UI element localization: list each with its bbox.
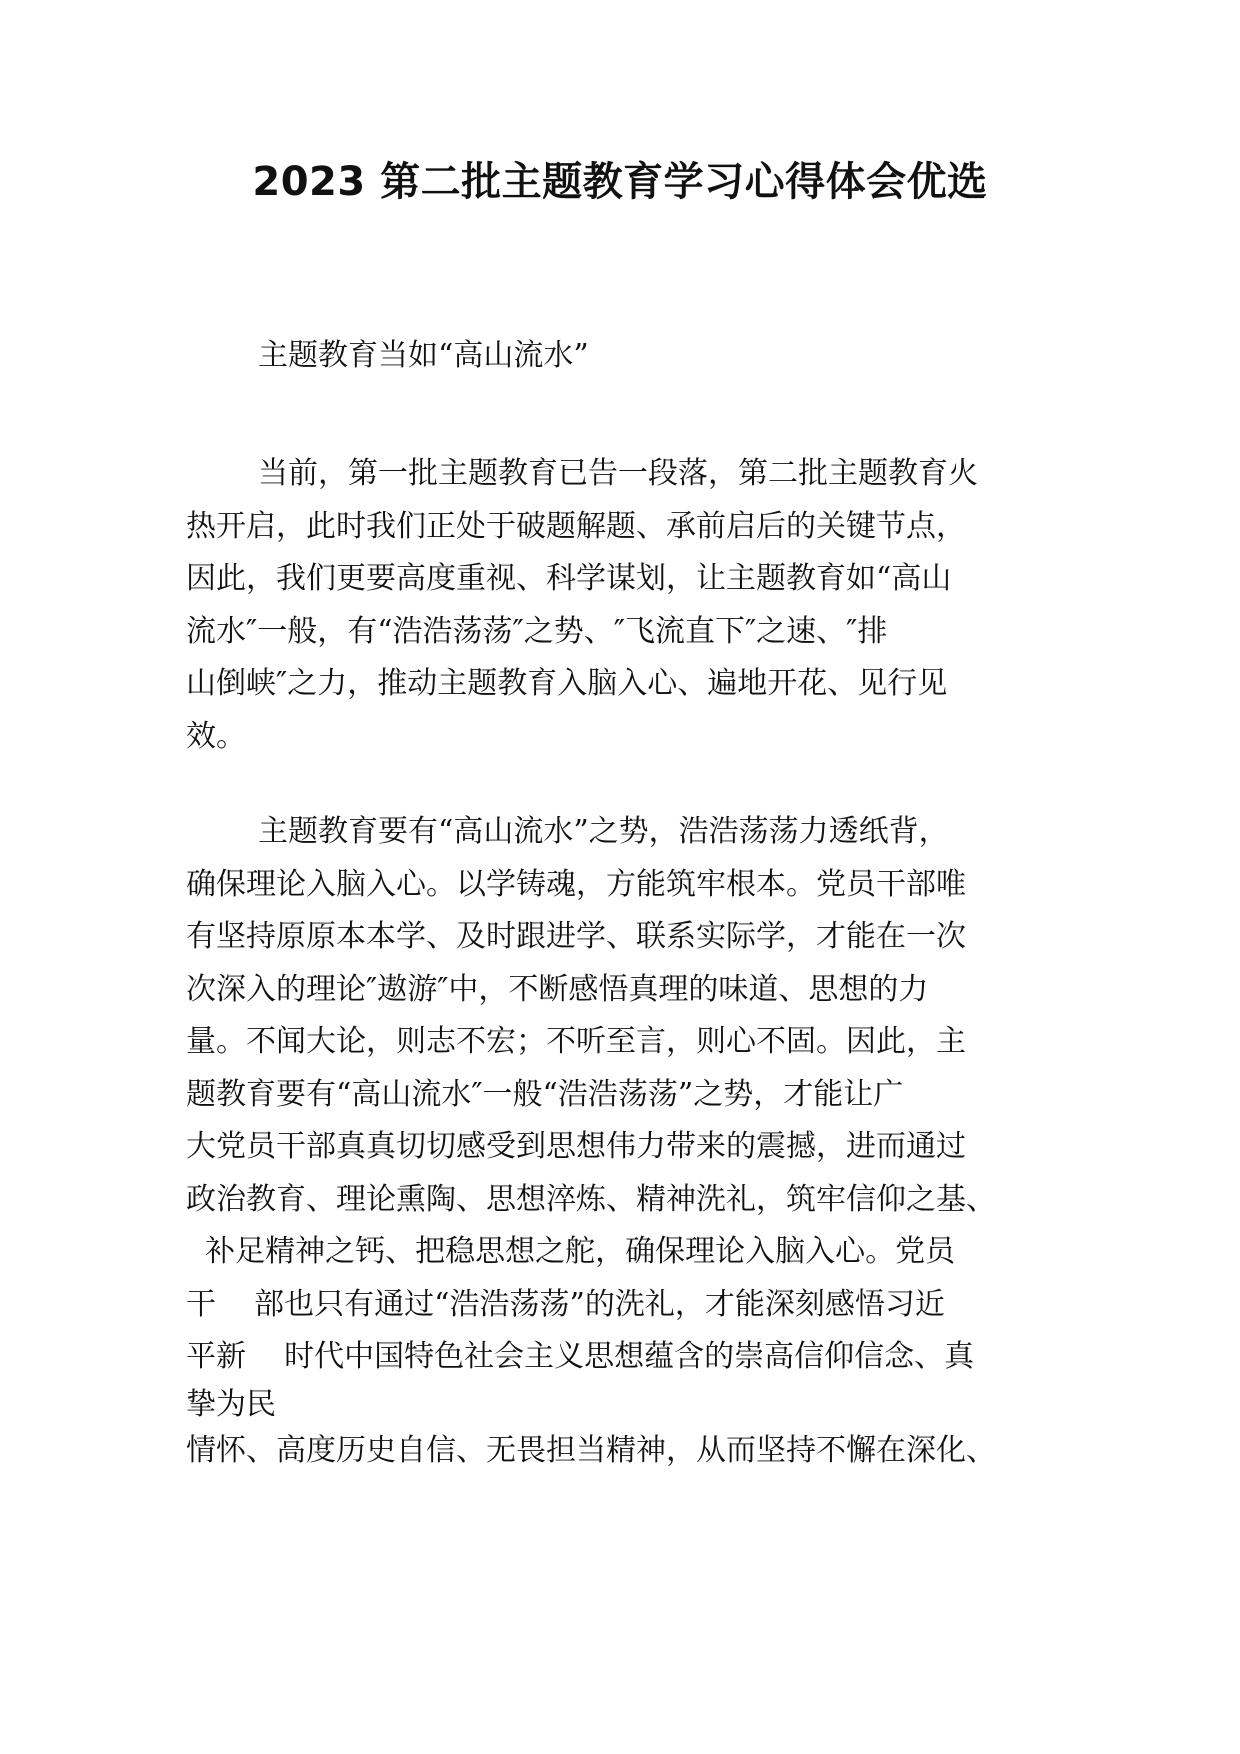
paragraph-line: 效。	[186, 718, 246, 754]
paragraph-line: 有坚持原原本本学、及时跟进学、联系实际学，才能在一次	[186, 919, 966, 954]
paragraph-line: 政治教育、理论熏陶、思想淬炼、精神洗礼，筑牢信仰之基、	[186, 1181, 996, 1217]
paragraph-line: 确保理论入脑入心。以学铸魂，方能筑牢根本。党员干部唯	[186, 866, 966, 902]
paragraph-line: 挚为民	[186, 1386, 276, 1422]
paragraph-line: 量。不闻大论，则志不宏；不听至言，则心不固。因此，主	[186, 1024, 966, 1059]
paragraph-line: 补足精神之钙、把稳思想之舵，确保理论入脑入心。党员	[186, 1234, 956, 1269]
paragraph-line: 干 部也只有通过“浩浩荡荡”的洗礼，才能深刻感悟习近	[186, 1286, 945, 1322]
document-title: 2023 第二批主题教育学习心得体会优选	[252, 159, 988, 205]
paragraph-line: 次深入的理论″遨游″中，不断感悟真理的味道、思想的力	[186, 971, 929, 1007]
paragraph-line: 主题教育要有“高山流水”之势，浩浩荡荡力透纸背，	[258, 814, 949, 849]
paragraph-line: 平新 时代中国特色社会主义思想蕴含的崇高信仰信念、真	[186, 1339, 975, 1374]
paragraph-2	[186, 806, 1061, 1477]
paragraph-line: 因此，我们更要高度重视、科学谋划，让主题教育如“高山	[186, 561, 952, 596]
paragraph-line: 流水″一般，有“浩浩荡荡″之势、″飞流直下″之速、″排	[186, 613, 888, 649]
section-heading: 主题教育当如“高山流水”	[258, 338, 589, 373]
paragraph-line: 当前，第一批主题教育已告一段落，第二批主题教育火	[258, 456, 978, 491]
paragraph-line: 热开启，此时我们正处于破题解题、承前启后的关键节点，	[186, 508, 966, 544]
paragraph-line: 情怀、高度历史自信、无畏担当精神，从而坚持不懈在深化、	[186, 1432, 996, 1468]
paragraph-line: 山倒峡″之力，推动主题教育入脑入心、遍地开花、见行见	[186, 666, 948, 701]
paragraph-1	[186, 448, 1061, 763]
paragraph-line: 大党员干部真真切切感受到思想伟力带来的震撼，进而通过	[186, 1129, 966, 1164]
paragraph-line: 题教育要有“高山流水″一般“浩浩荡荡”之势，才能让广	[186, 1076, 904, 1112]
